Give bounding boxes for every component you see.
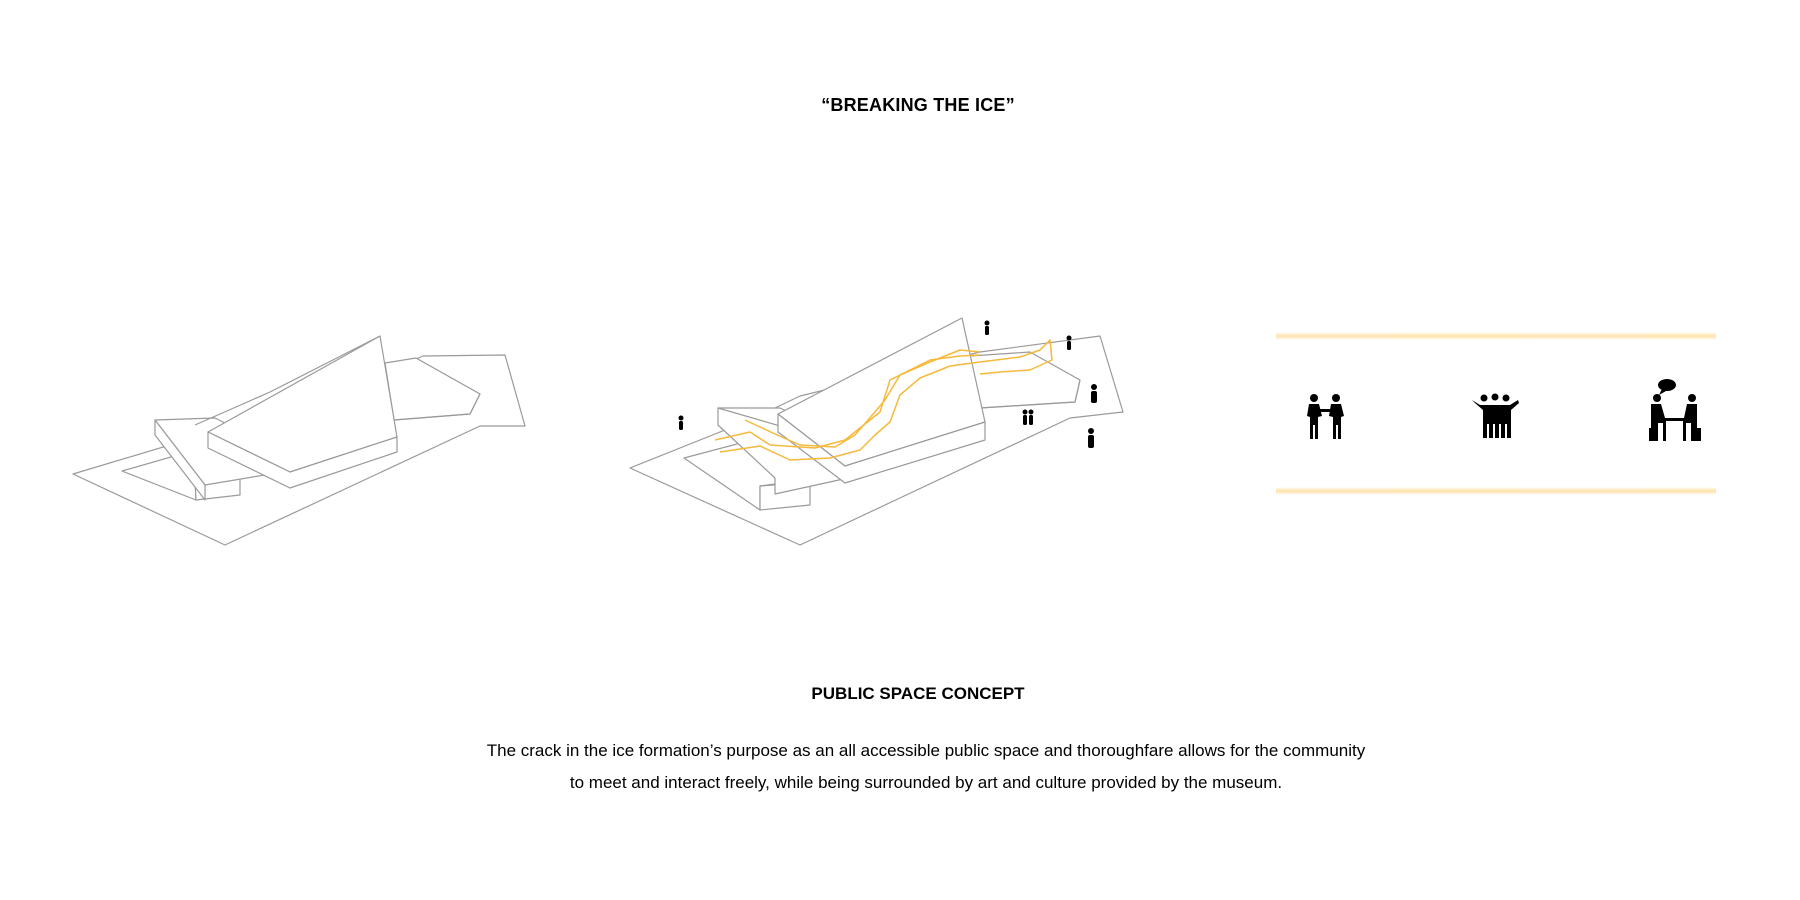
description-line: to meet and interact freely, while being surrounded by art and culture provided by the museum.: [569, 773, 1283, 792]
top-band: [1276, 332, 1716, 340]
people-greeting-icon: [1300, 392, 1350, 442]
people-conversing-icon: [1645, 378, 1705, 444]
group-hugging-icon: [1470, 392, 1520, 442]
section-heading: PUBLIC SPACE CONCEPT: [811, 684, 1025, 703]
ice-massing-with-crack-path-diagram: [600, 0, 1160, 600]
bottom-band: [1276, 487, 1716, 495]
page-title: “BREAKING THE ICE”: [821, 95, 1015, 115]
description-line: The crack in the ice formation’s purpose as an all accessible public space and thoroughfare allows for the community: [486, 741, 1366, 760]
concept-description: [0, 735, 1800, 799]
ice-massing-diagram: [0, 0, 600, 600]
